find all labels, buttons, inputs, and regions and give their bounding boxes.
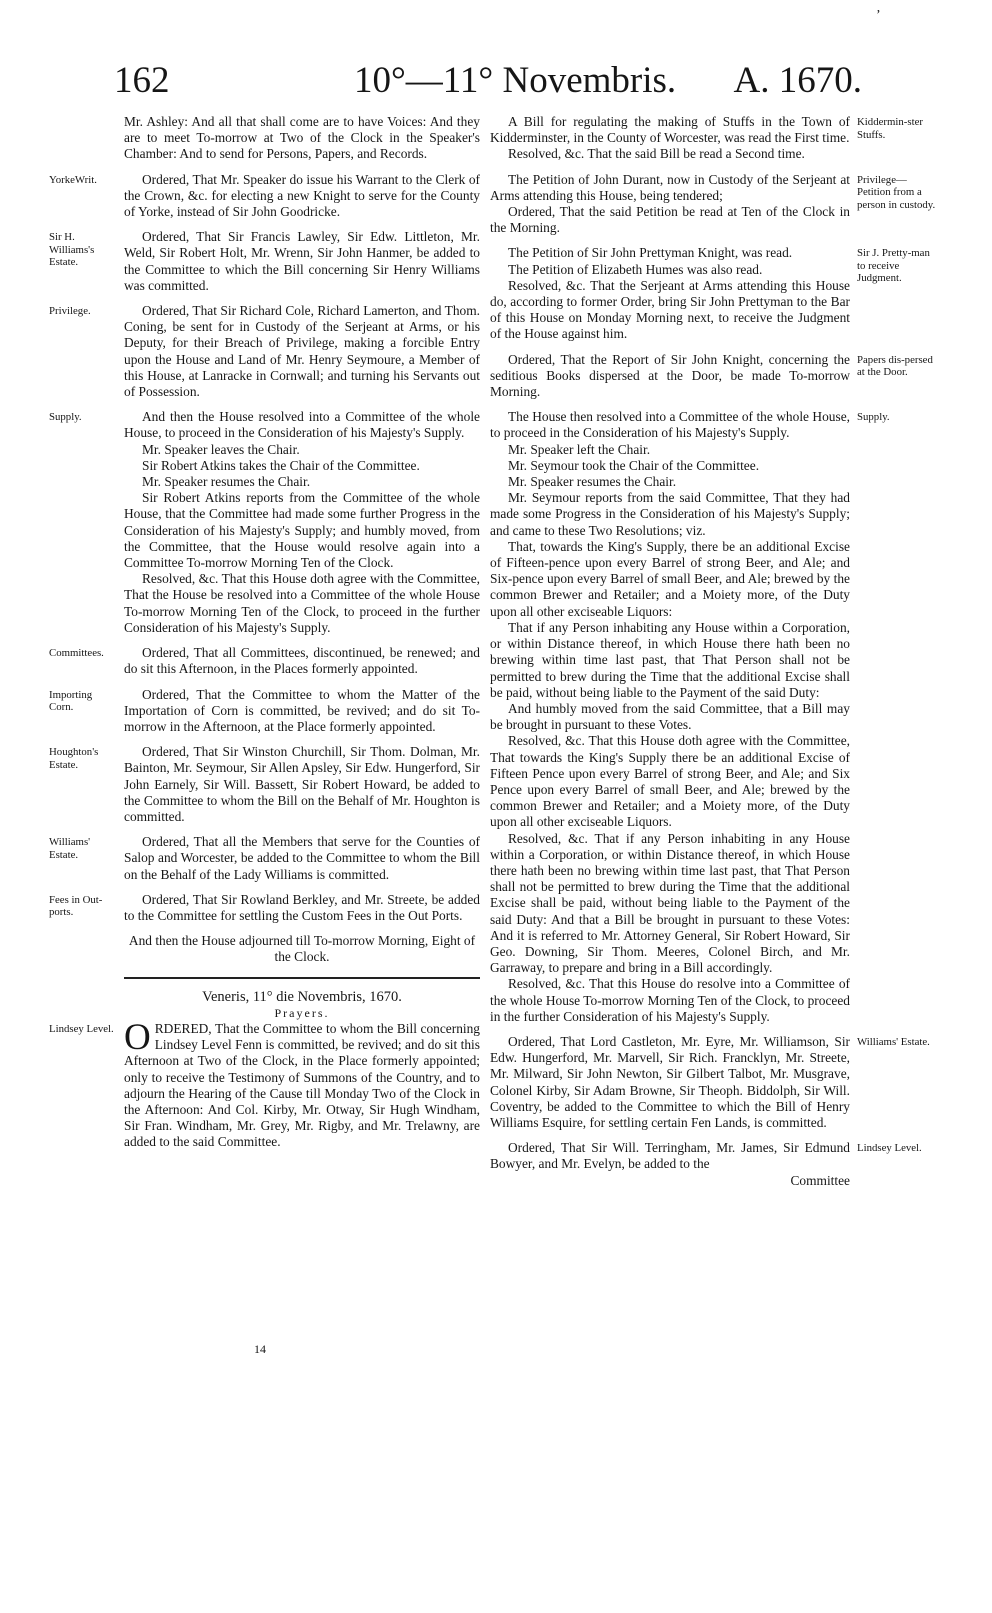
entry-paragraph: A Bill for regulating the making of Stuffs in the Town of Kidderminster, in the County of Worcester, was read the First time.	[490, 114, 850, 146]
margin-note: Privilege— Petition from a person in custody.	[857, 173, 936, 211]
entry-text: RDERED, That the Committee to whom the Bill concerning Lindsey Level Fenn is committed, be revived; and do sit this Afternoon at Two of the Clock, in the Place formerly appointed; only to receive the Testimony of Summons of the Country, and to adjourn the Hearing of the Cause till Monday Two of the Clock in the Afternoon: And Col. Kirby, Mr. Otway, Sir Hugh Windham, Sir Fran. Windham, Mr. Grey, Mr. Rigby, and Mr. Trelawny, are added to the said Committee.	[124, 1020, 480, 1150]
entry-paragraph: Ordered, That Mr. Speaker do issue his Warrant to the Clerk of the Crown, &c. for electing a new Knight to serve for the County of Yorke, instead of Sir John Goodricke.	[124, 171, 480, 220]
entry-paragraph: Ordered, That Sir Richard Cole, Richard Lamerton, and Thom. Coning, be sent for in Custody of the Serjeant at Arms, or his Deputy, for their Breach of Privilege, making a forcible Entry upon the House and Land of Mr. Henry Seymoure, a Member of this House, at Lanracke in Cornwall; and turning his Servants out of Possession.	[124, 303, 480, 400]
entry-paragraph: The Petition of John Durant, now in Custody of the Serjeant at Arms attending this House, being tendered;	[490, 171, 850, 203]
entry-paragraph: Mr. Seymour took the Chair of the Committee.	[508, 457, 760, 473]
margin-note: YorkeWrit.	[49, 173, 97, 186]
margin-note: Privilege.	[49, 305, 91, 318]
margin-note: Sir J. Pretty-man to receive Judgment.	[857, 247, 930, 285]
margin-note: Williams' Estate.	[49, 836, 91, 861]
margin-note: Importing Corn.	[49, 688, 93, 713]
entry-paragraph: Mr. Ashley: And all that shall come are to have Voices: And they are to meet To-morrow at Two of the Clock in the Speaker's Chamber: And to send for Persons, Papers, and Records.	[124, 114, 480, 162]
entry-paragraph: Mr. Speaker leaves the Chair.	[142, 441, 300, 457]
margin-note: Lindsey Level.	[49, 1022, 114, 1035]
entry-paragraph: Resolved, &c. That this House doth agree with the Committee, That the House be resolved into a Committee of the whole House To-morrow Morning Ten of the Clock, to proceed in the further Consideration of his Majesty's Supply.	[124, 571, 480, 635]
entry-paragraph: The Petition of Elizabeth Humes was also read.	[508, 261, 763, 277]
entry-paragraph: Resolved, &c. That this House do resolve into a Committee of the whole House To-morrow Morning Ten of the Clock, to proceed in the further Consideration of his Majesty's Supply.	[490, 976, 850, 1024]
margin-note: Supply.	[49, 411, 82, 424]
entry-paragraph	[124, 1016, 480, 1151]
margin-note: Houghton's Estate.	[49, 746, 99, 771]
page-header	[104, 58, 864, 110]
entry-paragraph: Sir Robert Atkins reports from the Committee of the whole House, that the Committee had made some further Progress in the Consideration of his Majesty's Supply; and humbly moved, from the Committee, that the House would resolve again into a Committee To-morrow Morning Ten of the Clock.	[124, 490, 480, 571]
entry-paragraph: Mr. Speaker resumes the Chair.	[142, 474, 311, 490]
corner-mark: ’	[876, 8, 881, 23]
entry-paragraph: Ordered, That Sir Francis Lawley, Sir Edw. Littleton, Mr. Weld, Sir Robert Holt, Mr. Wrenn, Sir John Hanmer, be added to the Committee to which the Bill concerning Sir Henry Williams was committed.	[124, 229, 480, 293]
drop-cap: O	[124, 1016, 151, 1058]
section-rule	[124, 977, 480, 979]
entry-paragraph: Resolved, &c. That the said Bill be read a Second time.	[508, 146, 805, 162]
entry-paragraph: Resolved, &c. That the Serjeant at Arms attending this House do, according to former Order, bring Sir John Prettyman to the Bar of this House on Monday Morning next, to receive the Judgment of the House against him.	[490, 277, 850, 342]
margin-note: Papers dis-persed at the Door.	[857, 353, 933, 379]
entry-paragraph: Mr. Speaker left the Chair.	[508, 441, 651, 457]
entry-paragraph: Ordered, That all the Members that serve for the Counties of Salop and Worcester, be added to the Committee to whom the Bill on the Behalf of the Lady Williams is committed.	[124, 834, 480, 882]
entry-paragraph: The Petition of Sir John Prettyman Knight, was read.	[508, 245, 793, 261]
catchword: Committee	[790, 1172, 850, 1188]
page-number: 162	[114, 60, 170, 101]
day-heading: Veneris, 11° die Novembris, 1670.	[202, 988, 402, 1005]
entry-paragraph: And then the House resolved into a Committee of the whole House, to proceed in the Consideration of his Majesty's Supply.	[124, 409, 480, 441]
margin-note: Kiddermin-ster Stuffs.	[857, 116, 923, 141]
entry-paragraph: That if any Person inhabiting any House within a Corporation, or within Distance thereof, in which House there hath been no brewing within time last past, that That Person shall not be permitted to brew during the Time that the additional Excise shall be paid, without being liable to the Payment of the said Duty:	[490, 619, 850, 700]
margin-note: Supply.	[857, 411, 890, 424]
entry-paragraph: Ordered, That Sir Will. Terringham, Mr. James, Sir Edmund Bowyer, and Mr. Evelyn, be added to the	[490, 1140, 850, 1172]
entry-paragraph: Ordered, That the Report of Sir John Knight, concerning the seditious Books dispersed at the Door, be made To-morrow Morning.	[490, 351, 850, 400]
entry-paragraph: That, towards the King's Supply, there be an additional Excise of Fifteen-pence upon every Barrel of strong Beer, and Ale; and Six-pence upon every Barrel of small Beer, and Ale; brewed by the common Brewer and Retailer; and a Moiety more, of the Duty upon all other exciseable Liquors:	[490, 538, 850, 619]
entry-paragraph: Resolved, &c. That if any Person inhabiting in any House within a Corporation, or within Distance thereof, in which House there hath been no brewing within time last past, that That Person shall not be permitted to brew during the Time that the additional Excise shall be paid, without being liable to the Payment of the said Duty: And that a Bill be brought in pursuant to these Votes: And it is referred to Mr. Attorney General, Sir Robert Howard, Sir Geo. Downing, Sir Thom. Meeres, Colonel Birch, and Mr. Garraway, to prepare and bring in a Bill accordingly.	[490, 830, 850, 976]
header-year: A. 1670.	[733, 60, 862, 101]
entry-paragraph: Ordered, That the Committee to whom the Matter of the Importation of Corn is committed, be revived; and do sit To-morrow in the Afternoon, at the Place formerly appointed.	[124, 686, 480, 734]
margin-note: Williams' Estate.	[857, 1035, 930, 1048]
entry-paragraph: Sir Robert Atkins takes the Chair of the Committee.	[142, 457, 420, 473]
margin-note: Fees in Out-ports.	[49, 893, 103, 919]
prayers-heading: Prayers.	[274, 1005, 330, 1020]
entry-paragraph: Ordered, That all Committees, discontinued, be renewed; and do sit this Afternoon, in the Places formerly appointed.	[124, 645, 480, 677]
right-column	[490, 114, 850, 1189]
margin-note: Sir H. Williams's Estate.	[49, 231, 95, 269]
entry-paragraph: Ordered, That Lord Castleton, Mr. Eyre, Mr. Williamson, Sir Edw. Hungerford, Mr. Marvell, Sir Rich. Francklyn, Mr. Streete, Mr. Milward, Sir John Newton, Sir Gilbert Talbot, Mr. Musgrave, Colonel Kirby, Sir Adam Browne, Sir Theoph. Biddolph, Sir Will. Coventry, be added to the Committee to which the Bill of Henry Williams Esquire, for settling certain Fen Lands, is committed.	[490, 1033, 850, 1130]
entry-paragraph: Resolved, &c. That this House doth agree with the Committee, That towards the King's Supply there be an additional Excise of Fifteen Pence upon every Barrel of strong Beer, and Ale; and Six Pence upon every Barrel of small Beer, and Ale; brewed by the common Brewer and Retailer; and a Moiety more, of the Duty upon all other exciseable Liquors.	[490, 733, 850, 830]
entry-paragraph: And humbly moved from the said Committee, that a Bill may be brought in pursuant to these Votes.	[490, 700, 850, 733]
margin-note: Committees.	[49, 647, 104, 660]
left-column	[124, 114, 480, 1151]
margin-note: Lindsey Level.	[857, 1142, 922, 1155]
entry-paragraph: Mr. Speaker resumes the Chair.	[508, 474, 677, 490]
header-date: 10°—11° Novembris.	[354, 60, 677, 101]
entry-paragraph: Ordered, That Sir Rowland Berkley, and Mr. Streete, be added to the Committee for settling the Custom Fees in the Out Ports.	[124, 891, 480, 923]
entry-paragraph: The House then resolved into a Committee of the whole House, to proceed in the Consideration of his Majesty's Supply.	[490, 409, 850, 441]
entry-paragraph: Mr. Seymour reports from the said Committee, That they had made some Progress in the Consideration of his Majesty's Supply; and came to these Two Resolutions; viz.	[490, 490, 850, 538]
entry-paragraph: Ordered, That the said Petition be read at Ten of the Clock in the Morning.	[490, 204, 850, 236]
entry-paragraph: And then the House adjourned till To-morrow Morning, Eight of the Clock.	[128, 933, 476, 965]
entry-paragraph: Ordered, That Sir Winston Churchill, Sir Thom. Dolman, Mr. Bainton, Mr. Seymour, Sir Allen Apsley, Sir Edw. Hungerford, Sir John Earnely, Sir Will. Bassett, Sir Robert Howard, be added to the Committee to whom the Bill on the Behalf of Mr. Houghton is committed.	[124, 744, 480, 824]
signature-mark: 14	[254, 1342, 266, 1356]
